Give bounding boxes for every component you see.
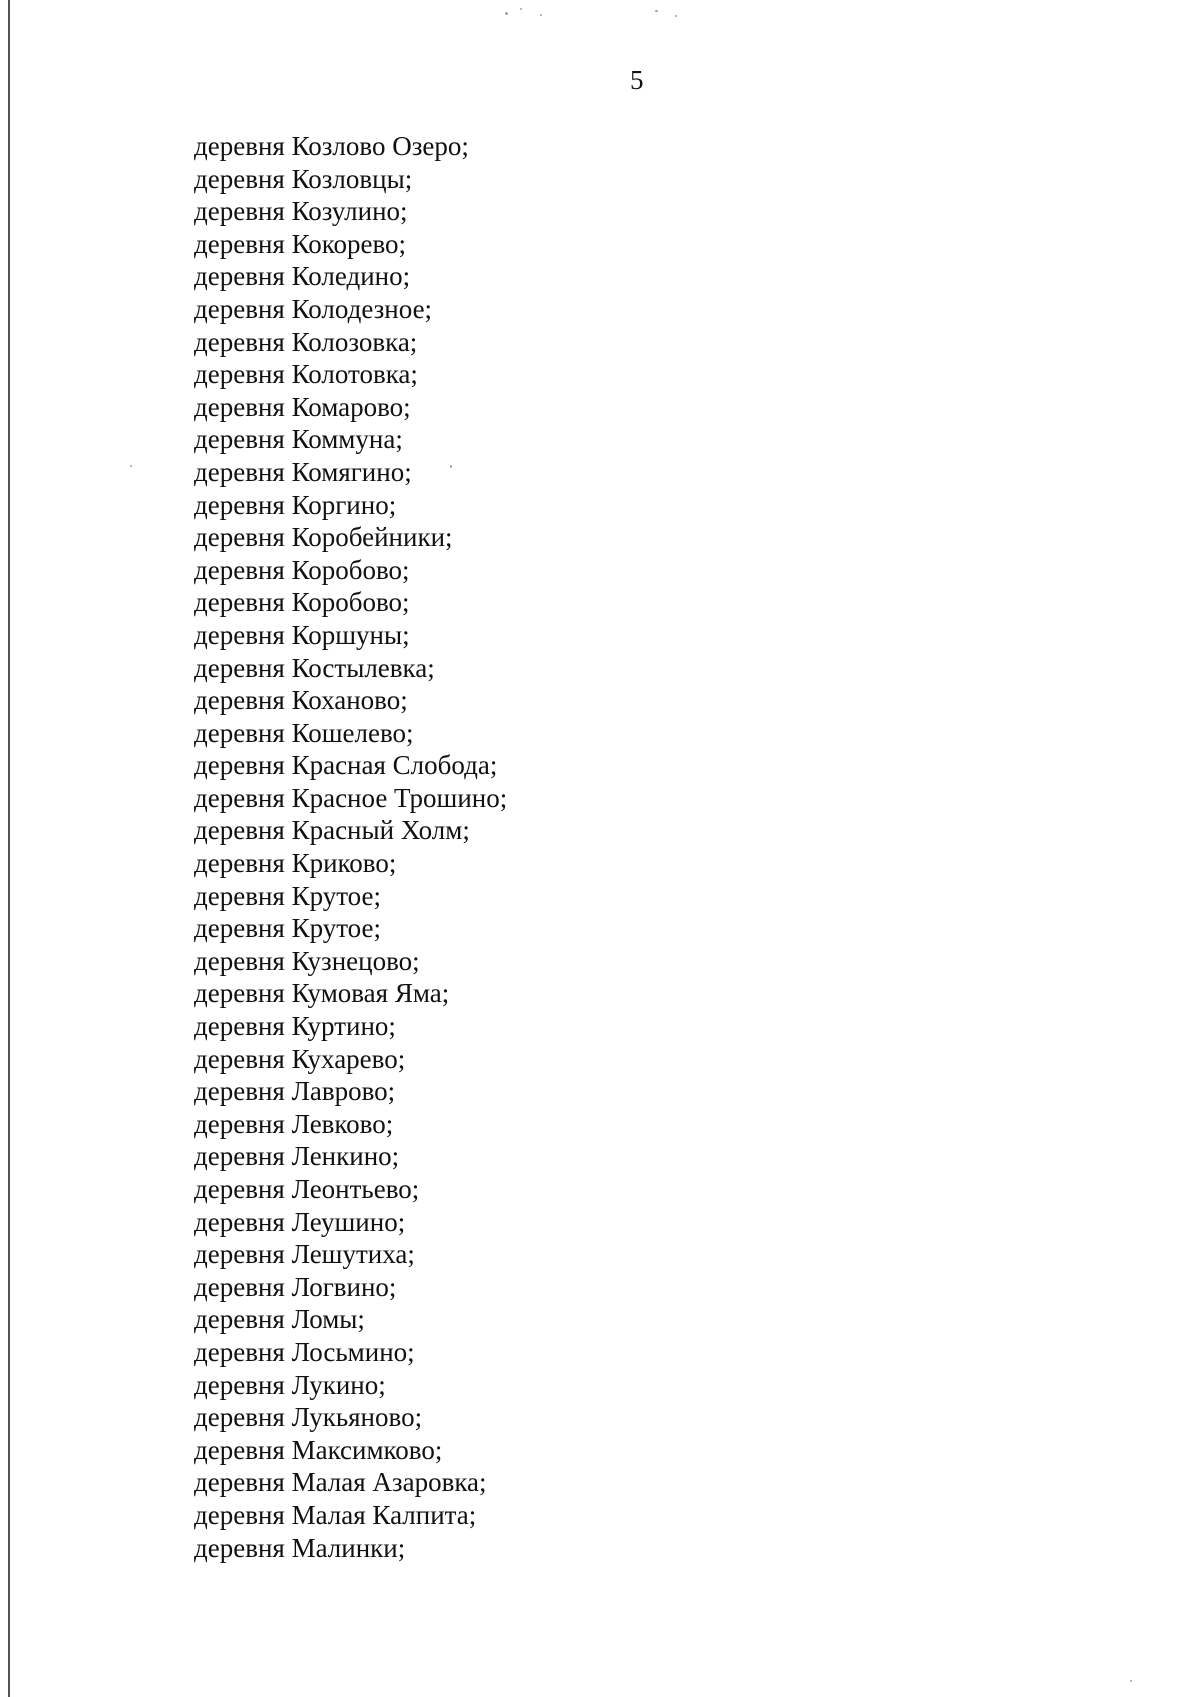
scan-speck	[1130, 1680, 1132, 1682]
settlement-list	[194, 130, 507, 1564]
list-item: деревня Малинки;	[194, 1532, 406, 1563]
list-item: деревня Кокорево;	[194, 228, 407, 259]
list-item: деревня Красный Холм;	[194, 815, 470, 846]
list-item: деревня Максимково;	[194, 1434, 443, 1465]
list-item: деревня Коледино;	[194, 261, 411, 292]
list-item: деревня Малая Калпита;	[194, 1499, 477, 1530]
list-item: деревня Лосьмино;	[194, 1336, 415, 1367]
list-item: деревня Колозовка;	[194, 326, 418, 357]
list-item: деревня Козлово Озеро;	[194, 131, 469, 161]
list-item: деревня Крутое;	[194, 913, 381, 944]
list-item: деревня Колодезное;	[194, 293, 433, 324]
list-item: деревня Кошелево;	[194, 717, 414, 748]
list-item: деревня Логвино;	[194, 1271, 397, 1302]
scan-speck	[675, 15, 677, 17]
scan-edge-line	[8, 0, 10, 1697]
list-item: деревня Леушино;	[194, 1206, 406, 1237]
list-item: деревня Козловцы;	[194, 163, 413, 194]
list-item: деревня Комягино;	[194, 456, 412, 487]
list-item: деревня Ленкино;	[194, 1141, 400, 1172]
list-item: деревня Коханово;	[194, 685, 408, 716]
list-item: деревня Лешутиха;	[194, 1239, 415, 1270]
list-item: деревня Комарово;	[194, 391, 411, 422]
list-item: деревня Козулино;	[194, 196, 408, 227]
list-item: деревня Коробово;	[194, 554, 410, 585]
list-item: деревня Коршуны;	[194, 619, 410, 650]
list-item: деревня Левково;	[194, 1108, 394, 1139]
list-item: деревня Криково;	[194, 848, 397, 879]
page-number: 5	[630, 65, 644, 95]
list-item: деревня Лукьяново;	[194, 1402, 423, 1433]
list-item: деревня Крутое;	[194, 880, 381, 911]
list-item: деревня Кузнецово;	[194, 945, 420, 976]
list-item: деревня Коргино;	[194, 489, 397, 520]
scan-speck	[540, 14, 542, 16]
list-item: деревня Леонтьево;	[194, 1174, 420, 1204]
list-item: деревня Красное Трошино;	[194, 782, 508, 813]
scan-speck	[655, 10, 658, 12]
list-item: деревня Кумовая Яма;	[194, 978, 450, 1009]
scan-speck	[505, 12, 508, 15]
list-item: деревня Костылевка;	[194, 652, 435, 683]
list-item: деревня Лаврово;	[194, 1076, 396, 1107]
list-item: деревня Коммуна;	[194, 424, 403, 455]
list-item: деревня Колотовка;	[194, 359, 418, 390]
list-item: деревня Красная Слобода;	[194, 750, 498, 781]
list-item: деревня Коробейники;	[194, 522, 453, 553]
list-item: деревня Кухарево;	[194, 1043, 406, 1074]
list-item: деревня Коробово;	[194, 587, 410, 618]
list-item: деревня Ломы;	[194, 1304, 365, 1335]
scan-speck	[520, 8, 522, 10]
scan-speck	[130, 465, 132, 467]
list-item: деревня Лукино;	[194, 1369, 386, 1400]
list-item: деревня Куртино;	[194, 1011, 396, 1042]
list-item: деревня Малая Азаровка;	[194, 1467, 487, 1498]
